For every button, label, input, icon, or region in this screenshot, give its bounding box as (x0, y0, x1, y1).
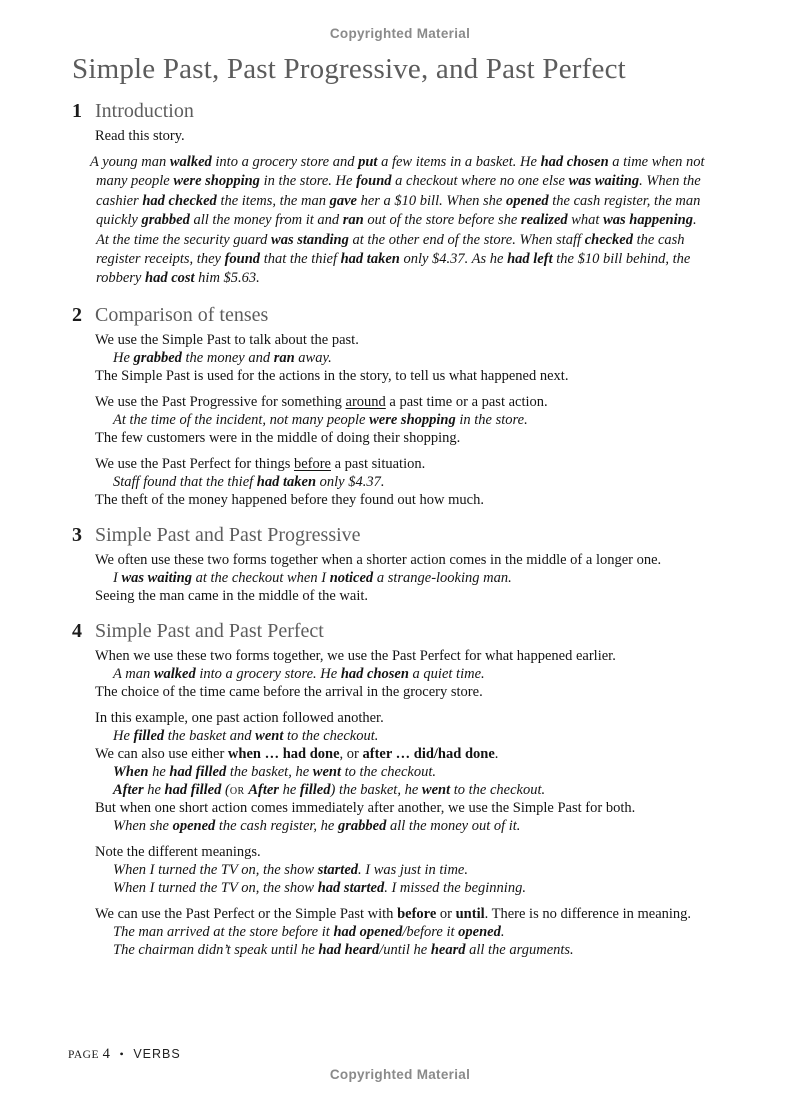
text-run: At the time the security guard (96, 231, 272, 248)
text-run: Note the different meanings. (95, 843, 261, 860)
text-run: walked (153, 665, 196, 682)
text-run: The man arrived at the store before it (113, 923, 334, 940)
text-line (95, 683, 770, 701)
text-run: her a $10 bill. When she (356, 192, 506, 209)
text-run: away. (294, 349, 332, 366)
text-run: . (692, 212, 697, 229)
text-line (95, 491, 770, 509)
story-line (96, 172, 770, 191)
story-line (96, 192, 770, 211)
text-run: or (229, 781, 245, 798)
text-run: went (312, 763, 341, 780)
copyright-notice-bottom: Copyrighted Material (329, 1067, 471, 1082)
text-run: ran (342, 212, 364, 229)
text-run: into a grocery store and (211, 154, 359, 170)
text-line (95, 455, 770, 473)
text-run: only $4.37. (316, 473, 385, 490)
text-run: Read this story. (95, 128, 185, 144)
text-line (95, 905, 770, 923)
story-line (96, 250, 770, 269)
text-run: he (143, 781, 165, 798)
text-run: started (317, 861, 359, 878)
text-line (95, 745, 770, 763)
text-run: in the store. (455, 411, 528, 428)
text-run: ran (273, 349, 295, 366)
section-heading-text: Simple Past and Past Progressive (95, 523, 361, 546)
section-heading-text: Comparison of tenses (95, 303, 269, 326)
text-line (95, 367, 770, 385)
text-run: grabbed (337, 817, 387, 834)
section-heading-text: Simple Past and Past Perfect (95, 619, 324, 642)
text-run: The Simple Past is used for the actions in the story, to tell us what happened next. (95, 367, 569, 384)
text-run: before (293, 455, 331, 472)
text-run: the $10 bill behind, the (552, 251, 691, 268)
text-run: in the store. He (259, 173, 357, 190)
text-line (95, 843, 770, 861)
section-3 (72, 523, 770, 605)
text-run: the items, the man (216, 192, 330, 209)
text-run: many people (96, 173, 174, 190)
text-run: A man (113, 665, 154, 682)
section-4 (72, 619, 770, 959)
text-run: were shopping (369, 411, 456, 428)
text-run: he (148, 763, 170, 780)
text-run: a time when not (608, 154, 705, 170)
text-run: . There is no difference in meaning. (484, 905, 692, 922)
text-run: Seeing the man came in the middle of the wait. (95, 587, 369, 604)
text-run: When I turned the TV on, the show (113, 861, 318, 878)
text-run: When we use these two forms together, we use the Past Perfect for what happened earlier. (95, 647, 616, 664)
text-run: had opened (333, 923, 403, 940)
footer-chapter: VERBS (133, 1047, 181, 1061)
text-run: the cash register, he (215, 817, 338, 834)
text-run: out of the store before she (363, 212, 521, 229)
text-run: was happening (603, 212, 693, 229)
section-heading (72, 303, 770, 327)
text-line (95, 647, 770, 665)
text-run: at the checkout when I (191, 569, 330, 586)
copyright-notice-top: Copyrighted Material (329, 26, 471, 41)
text-run: after … did/had done (362, 745, 495, 762)
text-run: the cash (633, 231, 685, 248)
section-heading (72, 619, 770, 643)
text-run: The choice of the time came before the arrival in the grocery store. (95, 683, 483, 700)
example-line (95, 411, 770, 429)
text-run: He (113, 349, 134, 366)
section-body (90, 127, 770, 289)
text-run: until (455, 905, 485, 922)
text-run: When she (113, 817, 173, 834)
text-run: When (113, 763, 149, 780)
text-run: the cash register, the man (548, 192, 701, 209)
text-run: opened (458, 923, 501, 940)
text-line (95, 587, 770, 605)
text-run: found (224, 251, 261, 268)
text-run: opened (505, 192, 549, 209)
text-run: We can also use either (95, 745, 228, 762)
text-run: We use the Simple Past to talk about the past. (95, 331, 359, 348)
text-run: to the checkout. (450, 781, 546, 798)
section-body (95, 331, 770, 509)
text-run: realized (520, 212, 568, 229)
text-run: a strange-looking man. (373, 569, 512, 586)
section-number: 4 (72, 619, 82, 642)
text-run: the money and (181, 349, 274, 366)
text-run: were shopping (173, 173, 260, 190)
text-run: had heard (318, 941, 380, 958)
text-line (95, 127, 770, 145)
text-run: /before it (402, 923, 459, 940)
text-run: was standing (271, 231, 349, 248)
example-line (95, 781, 770, 799)
text-run: a checkout where no one else (391, 173, 569, 190)
text-run: a past time or a past action. (385, 393, 548, 410)
text-run: all the money out of it. (386, 817, 521, 834)
text-run: A young man (90, 154, 170, 170)
text-run: . I was just in time. (358, 861, 468, 878)
text-run: had taken (340, 251, 400, 268)
text-run: Staff found that the thief (113, 473, 257, 490)
text-run: had cost (145, 270, 195, 287)
text-run: had taken (256, 473, 317, 490)
section-number: 3 (72, 523, 82, 546)
text-run: had chosen (340, 665, 409, 682)
text-run: when … had done (227, 745, 340, 762)
example-line (95, 923, 770, 941)
page-title: Simple Past, Past Progressive, and Past Perfect (72, 53, 626, 85)
text-run: to the checkout. (283, 727, 379, 744)
text-run: , or (339, 745, 363, 762)
text-run: We often use these two forms together when a shorter action comes in the middle of a longer one. (95, 551, 662, 568)
text-run: was waiting (121, 569, 192, 586)
text-run: had filled (164, 781, 222, 798)
section-number: 2 (72, 303, 82, 326)
text-run: at the other end of the store. When staff (348, 231, 585, 248)
text-run: all the arguments. (465, 941, 574, 958)
text-run: . I missed the beginning. (384, 879, 526, 896)
text-run: We can use the Past Perfect or the Simple Past with (95, 905, 398, 922)
text-run: had filled (169, 763, 227, 780)
text-run: filled (299, 781, 331, 798)
text-run: heard (430, 941, 466, 958)
footer-page-label: PAGE (68, 1049, 99, 1061)
text-run: He (113, 727, 134, 744)
text-run: the basket, he (226, 763, 313, 780)
text-run: had checked (142, 192, 217, 209)
text-run: . When the (639, 173, 701, 190)
text-run: The few customers were in the middle of doing their shopping. (95, 429, 461, 446)
text-run: After (113, 781, 144, 798)
text-run: opened (172, 817, 216, 834)
sections (72, 99, 770, 959)
text-run: /until he (379, 941, 431, 958)
footer-page-number: 4 (102, 1046, 110, 1062)
text-run: . (494, 745, 499, 762)
text-run: into a grocery store. He (195, 665, 341, 682)
text-run: before (397, 905, 437, 922)
text-run: had chosen (540, 154, 609, 170)
text-run: noticed (329, 569, 374, 586)
section-1 (72, 99, 770, 289)
text-run: a few items in a basket. He (377, 154, 541, 170)
text-run: ) the basket, he (330, 781, 422, 798)
example-line (95, 569, 770, 587)
text-run: After (248, 781, 279, 798)
text-run: only $4.37. As he (399, 251, 508, 268)
text-run: or (436, 905, 456, 922)
section-heading (72, 99, 770, 123)
section-number: 1 (72, 100, 82, 122)
text-run: gave (329, 192, 357, 209)
text-run: The chairman didn’t speak until he (113, 941, 319, 958)
example-line (95, 349, 770, 367)
text-run: the basket and (164, 727, 256, 744)
text-run: went (421, 781, 451, 798)
text-run: quickly (96, 212, 142, 229)
text-run: cashier (96, 192, 143, 209)
text-run: ( (221, 781, 230, 798)
story-line (96, 211, 770, 230)
text-run: robbery (96, 270, 145, 287)
text-run: what (567, 212, 604, 229)
text-run: that the thief (260, 251, 341, 268)
text-line (95, 551, 770, 569)
text-run: around (345, 393, 386, 410)
text-line (95, 709, 770, 727)
story-line (96, 231, 770, 250)
section-heading-text: Introduction (95, 100, 194, 122)
text-run: he (278, 781, 300, 798)
text-run: walked (169, 154, 212, 170)
text-run: him $5.63. (194, 270, 260, 287)
text-run: to the checkout. (340, 763, 436, 780)
text-run: found (356, 173, 392, 190)
example-line (95, 727, 770, 745)
text-run: had started (317, 879, 385, 896)
section-heading (72, 523, 770, 547)
text-run: all the money from it and (189, 212, 343, 229)
example-line (95, 879, 770, 897)
text-run: filled (133, 727, 165, 744)
text-run: was waiting (568, 173, 640, 190)
text-run: put (358, 154, 378, 170)
text-run: But when one short action comes immediately after another, we use the Simple Past for both. (95, 799, 636, 816)
text-run: grabbed (133, 349, 182, 366)
section-body (95, 647, 770, 959)
footer-bullet: • (119, 1047, 124, 1061)
story-line (96, 269, 770, 288)
footer-line (68, 1046, 800, 1063)
text-line (95, 393, 770, 411)
example-line (95, 861, 770, 879)
text-run: When I turned the TV on, the show (113, 879, 318, 896)
text-run: grabbed (141, 212, 190, 229)
text-line (95, 331, 770, 349)
text-run: We use the Past Progressive for something (95, 393, 346, 410)
page-footer (0, 1046, 800, 1082)
text-run: . (500, 923, 505, 940)
text-run: checked (584, 231, 633, 248)
text-run: At the time of the incident, not many people (113, 411, 370, 428)
text-run: register receipts, they (96, 251, 225, 268)
text-run: In this example, one past action followed another. (95, 709, 384, 726)
section-2 (72, 303, 770, 509)
text-run: We use the Past Perfect for things (95, 455, 294, 472)
text-run: had left (507, 251, 553, 268)
text-run: a past situation. (331, 455, 426, 472)
text-run: a quiet time. (408, 665, 485, 682)
example-line (95, 941, 770, 959)
text-run: went (255, 727, 284, 744)
text-line (95, 799, 770, 817)
story-first-line (90, 153, 770, 172)
text-run: The theft of the money happened before they found out how much. (95, 491, 484, 508)
text-line (95, 429, 770, 447)
example-line (95, 473, 770, 491)
section-body (95, 551, 770, 605)
text-run: I (113, 569, 122, 586)
example-line (95, 817, 770, 835)
example-line (95, 763, 770, 781)
example-line (95, 665, 770, 683)
